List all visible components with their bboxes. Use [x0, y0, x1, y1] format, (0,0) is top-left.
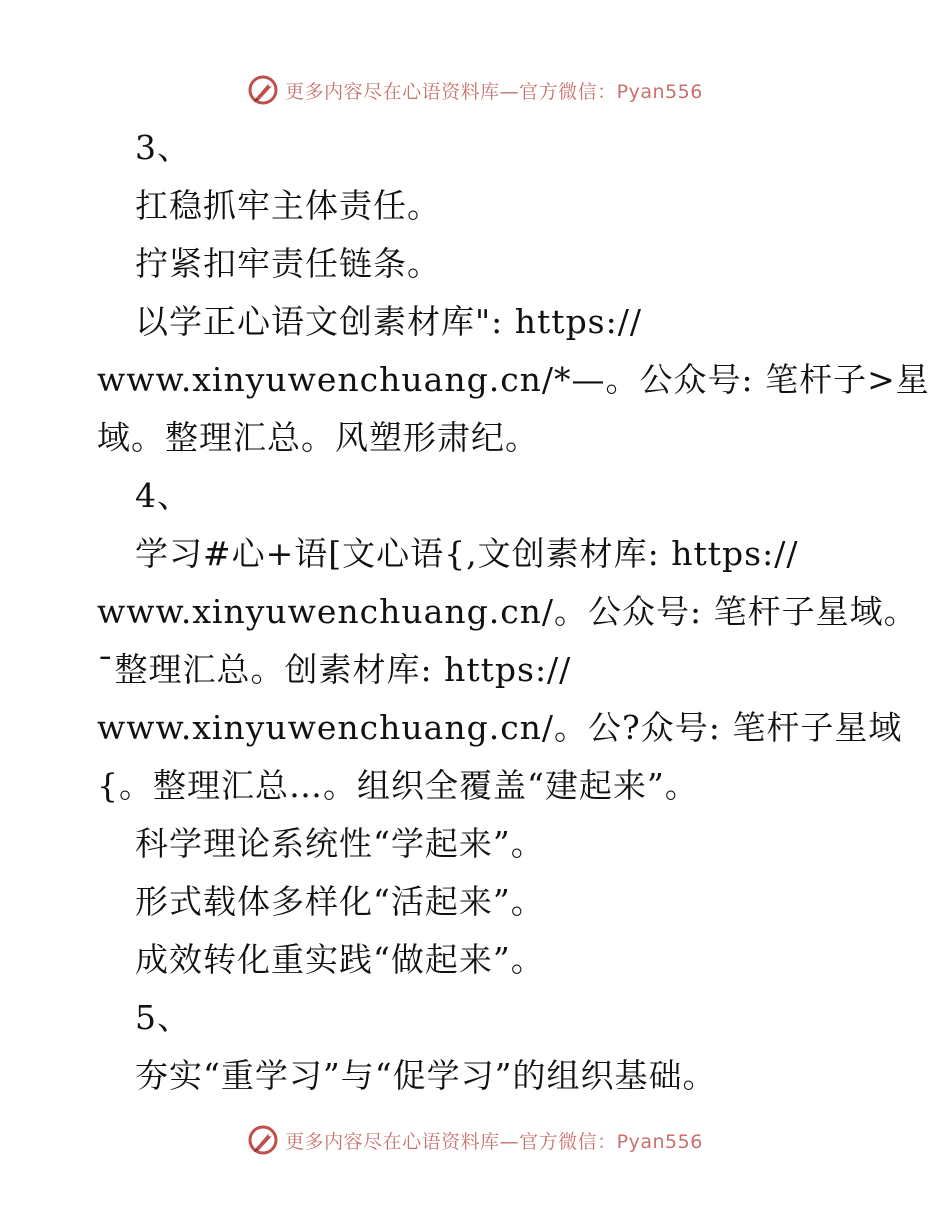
paragraph-line: {。整理汇总…。组织全覆盖“建起来”。	[97, 766, 699, 805]
paragraph-line: 形式载体多样化“活起来”。	[135, 882, 545, 921]
header-banner	[0, 70, 950, 110]
paragraph-line: www.xinyuwenchuang.cn/*—。公众号: 笔杆子>星	[97, 360, 930, 399]
footer-banner	[0, 1120, 950, 1160]
paragraph-line: 以学正心语文创素材库": https://	[135, 302, 642, 341]
section-number-5: 5、	[135, 998, 191, 1037]
section-number-3: 3、	[135, 128, 191, 167]
paragraph-line: 夯实“重学习”与“促学习”的组织基础。	[135, 1056, 717, 1095]
pen-logo-icon	[247, 74, 279, 106]
paragraph-line: 科学理论系统性“学起来”。	[135, 824, 545, 863]
footer-banner-text: 更多内容尽在心语资料库—官方微信：Pyan556	[285, 1130, 703, 1153]
header-banner-text: 更多内容尽在心语资料库—官方微信：Pyan556	[285, 80, 703, 103]
paragraph-line: 域。整理汇总。风塑形肃纪。	[97, 418, 539, 457]
paragraph-line: 拧紧扣牢责任链条。	[135, 244, 441, 283]
pen-logo-icon	[247, 1124, 279, 1156]
paragraph-line: www.xinyuwenchuang.cn/。公?众号: 笔杆子星域	[97, 708, 903, 747]
paragraph-line: www.xinyuwenchuang.cn/。公众号: 笔杆子星域。	[97, 592, 918, 631]
paragraph-line: 成效转化重实践“做起来”。	[135, 940, 545, 979]
paragraph-line: 扛稳抓牢主体责任。	[135, 186, 441, 225]
section-number-4: 4、	[135, 476, 191, 515]
paragraph-line: ¯整理汇总。创素材库: https://	[97, 650, 572, 689]
paragraph-line: 学习#心+语[文心语{,文创素材库: https://	[135, 534, 799, 573]
